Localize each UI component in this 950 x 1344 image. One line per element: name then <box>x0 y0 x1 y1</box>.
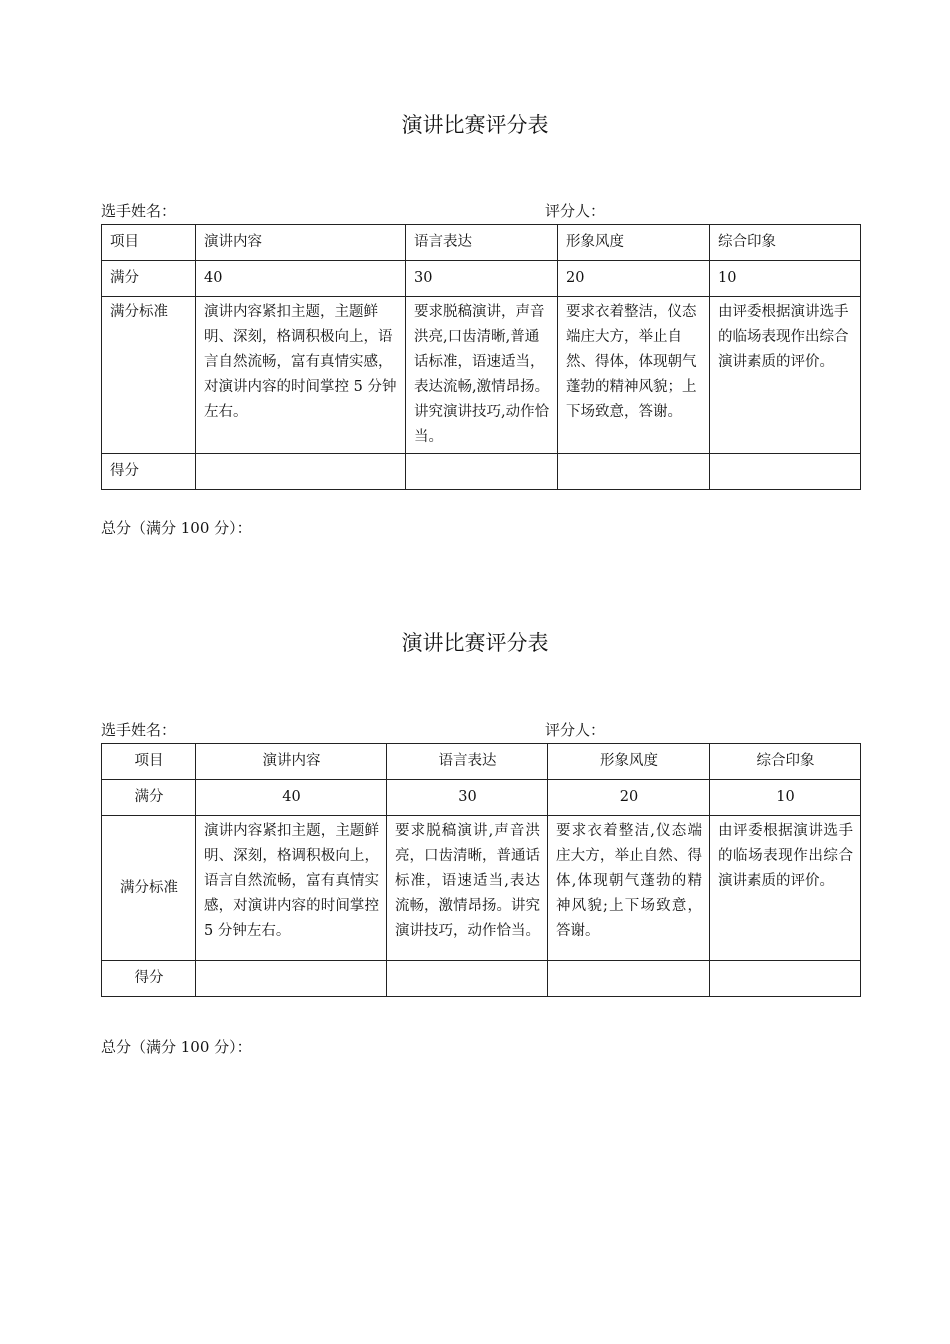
form1-criteria-row <box>102 297 861 454</box>
form1-judge-label: 评分人： <box>545 202 606 220</box>
form2-criteria-content: 演讲内容紧扣主题，主题鲜明、深刻，格调积极向上，语言自然流畅，富有真情实感，对演讲内容的时间掌控 5 分钟左右。 <box>196 816 387 961</box>
form2-criteria-appearance: 要求衣着整洁,仪态端庄大方，举止自然、得体,体现朝气蓬勃的精神风貌;上下场致意，答谢。 <box>548 816 710 961</box>
form2-full-score-content: 40 <box>196 780 387 816</box>
form2-score-input-language[interactable] <box>387 961 548 997</box>
form1-criteria-label: 满分标准 <box>102 297 196 454</box>
form1-full-score-language: 30 <box>406 261 558 297</box>
form1-criteria-appearance: 要求衣着整洁，仪态端庄大方，举止自然、得体，体现朝气蓬勃的精神风貌；上下场致意，答谢。 <box>558 297 710 454</box>
form1-header-impression: 综合印象 <box>710 225 861 261</box>
form2-score-label: 得分 <box>102 961 196 997</box>
form1-title: 演讲比赛评分表 <box>401 113 549 137</box>
form1-criteria-content: 演讲内容紧扣主题，主题鲜明、深刻，格调积极向上，语言自然流畅，富有真情实感，对演讲内容的时间掌控 5 分钟左右。 <box>196 297 406 454</box>
form1-full-score-content: 40 <box>196 261 406 297</box>
form1-header-appearance: 形象风度 <box>558 225 710 261</box>
form2-header-appearance: 形象风度 <box>548 744 710 780</box>
form2-criteria-language: 要求脱稿演讲,声音洪亮，口齿清晰，普通话标准，语速适当,表达流畅，激情昂扬。讲究演讲技巧，动作恰当。 <box>387 816 548 961</box>
form2-title: 演讲比赛评分表 <box>401 631 549 655</box>
form2-score-table <box>101 743 861 997</box>
form2-contestant-label: 选手姓名： <box>101 721 177 739</box>
form2-header-content: 演讲内容 <box>196 744 387 780</box>
form2-full-score-language: 30 <box>387 780 548 816</box>
form1-score-table <box>101 224 861 490</box>
form2-criteria-row <box>102 816 861 961</box>
form2-full-score-appearance: 20 <box>548 780 710 816</box>
form2-header-row <box>102 744 861 780</box>
form1-full-score-row <box>102 261 861 297</box>
form1-header-row <box>102 225 861 261</box>
form2-full-score-impression: 10 <box>710 780 861 816</box>
form1-score-input-impression[interactable] <box>710 454 861 490</box>
form1-contestant-label: 选手姓名： <box>101 202 177 220</box>
form2-score-input-impression[interactable] <box>710 961 861 997</box>
form1-full-score-appearance: 20 <box>558 261 710 297</box>
form1-criteria-impression: 由评委根据演讲选手的临场表现作出综合演讲素质的评价。 <box>710 297 861 454</box>
form2-criteria-impression: 由评委根据演讲选手的临场表现作出综合演讲素质的评价。 <box>710 816 861 961</box>
form1-score-row <box>102 454 861 490</box>
form2-header-language: 语言表达 <box>387 744 548 780</box>
form1-total-label: 总分（满分 100 分）： <box>101 519 252 537</box>
form2-header-impression: 综合印象 <box>710 744 861 780</box>
form1-full-score-label: 满分 <box>102 261 196 297</box>
form1-score-input-content[interactable] <box>196 454 406 490</box>
form1-full-score-impression: 10 <box>710 261 861 297</box>
form2-full-score-label: 满分 <box>102 780 196 816</box>
form1-score-label: 得分 <box>102 454 196 490</box>
form1-header-language: 语言表达 <box>406 225 558 261</box>
form2-full-score-row <box>102 780 861 816</box>
form2-total-label: 总分（满分 100 分）： <box>101 1038 252 1056</box>
form1-score-input-language[interactable] <box>406 454 558 490</box>
form2-score-row <box>102 961 861 997</box>
form1-criteria-language: 要求脱稿演讲，声音洪亮,口齿清晰,普通话标准，语速适当，表达流畅,激情昂扬。讲究演讲技巧,动作恰当。 <box>406 297 558 454</box>
form1-header-item: 项目 <box>102 225 196 261</box>
form2-criteria-label: 满分标准 <box>102 816 196 961</box>
form1-header-content: 演讲内容 <box>196 225 406 261</box>
form2-header-item: 项目 <box>102 744 196 780</box>
form2-judge-label: 评分人： <box>545 721 606 739</box>
form2-score-input-content[interactable] <box>196 961 387 997</box>
form1-score-input-appearance[interactable] <box>558 454 710 490</box>
form2-score-input-appearance[interactable] <box>548 961 710 997</box>
